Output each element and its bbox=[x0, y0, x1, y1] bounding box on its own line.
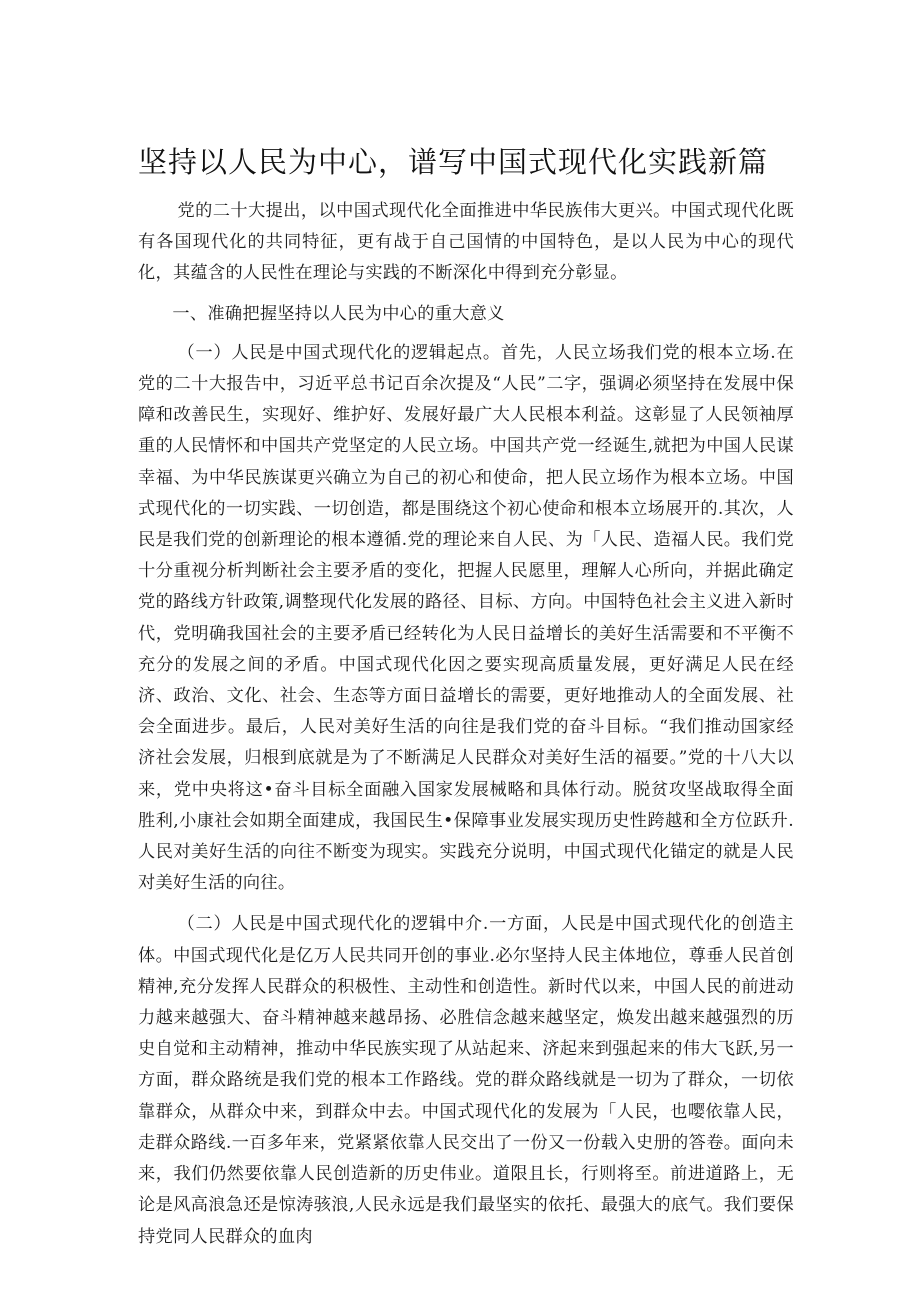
section-heading: 一、准确把握坚持以人民为中心的重大意义 bbox=[172, 303, 505, 324]
document-body bbox=[138, 196, 794, 1253]
paragraph-1: （一）人民是中国式现代化的逻辑起点。首先，人民立场我们党的根本立场.在党的二十大报告中，习近平总书记百余次提及“人民”二字，强调必须坚持在发展中保障和改善民生，实现好、维护好、发展好最广大人民根本利益。这彰显了人民领袖厚重的人民情怀和中国共产党坚定的人民立场。中国共产党一经诞生,就把为中国人民谋幸福、为中华民族谋更兴确立为自己的初心和使命，把人民立场作为根本立场。中国式现代化的一切实践、一切创造，都是围绕这个初心使命和根本立场展开的.其次，人民是我们党的创新理论的根本遵循.党的理论来自人民、为「人民、造福人民。我们党十分重视分析判断社会主要矛盾的变化，把握人民愿里，理解人心所向，并据此确定党的路线方针政策,调整现代化发展的路径、目标、方向。中国特色社会主义进入新时代，党明确我国社会的主要矛盾已经转化为人民日益增长的美好生活需要和不平衡不充分的发展之间的矛盾。中国式现代化因之要实现高质量发展，更好满足人民在经济、政治、文化、社会、生态等方面日益增长的需要，更好地推动人的全面发展、社会全面进步。最后，人民对美好生活的向往是我们党的奋斗目标。“我们推动国家经济社会发展，归根到底就是为了不断满足人民群众对美好生活的福要。”党的十八大以来，党中央将这•奋斗目标全面融入国家发展械略和具体行动。脱贫攻坚战取得全面胜利,小康社会如期全面建成，我国民生•保障事业发展实现历史性跨越和全方位跃升.人民对美好生活的向往不断变为现实。实践充分说明，中国式现代化锚定的就是人民对美好生活的向往。 bbox=[138, 342, 794, 894]
paragraph-2: （二）人民是中国式现代化的逻辑中介.一方面，人民是中国式现代化的创造主体。中国式现代化是亿万人民共同开创的事业.必尔坚持人民主体地位，尊垂人民首创精神,充分发挥人民群众的积极性、主动性和创造性。新时代以来，中国人民的前进动力越来越强大、奋斗精神越来越昂扬、必胜信念越来越坚定，焕发出越来越强烈的历史自觉和主动精神，推动中华民族实现了从站起来、济起来到强起来的伟大飞跃,另一方面，群众路统是我们党的根本工作路线。党的群众路线就是一切为了群众，一切依靠群众，从群众中来，到群众中去。中国式现代化的发展为「人民，也嘤依靠人民，走群众路线.一百多年来，党紧紧依靠人民交出了一份又一份载入史册的答卷。面向未来，我们仍然要依靠人民创造新的历史伟业。道限且长，行则将至。前进道路上，无论是风高浪急还是惊涛骇浪,人民永远是我们最坚实的依托、最强大的底气。我们要保持党同人民群众的血肉 bbox=[138, 914, 794, 1247]
intro-paragraph: 党的二十大提出，以中国式现代化全面推进中华民族伟大更兴。中国式现代化既有各国现代化的共同特征，更有战于自己国情的中国特色，是以人民为中心的现代化，其蕴含的人民性在理论与实践的不断深化中得到充分彰显。 bbox=[138, 201, 794, 284]
document-title: 坚持以人民为中心，谱写中国式现代化实践新篇 bbox=[138, 145, 769, 179]
